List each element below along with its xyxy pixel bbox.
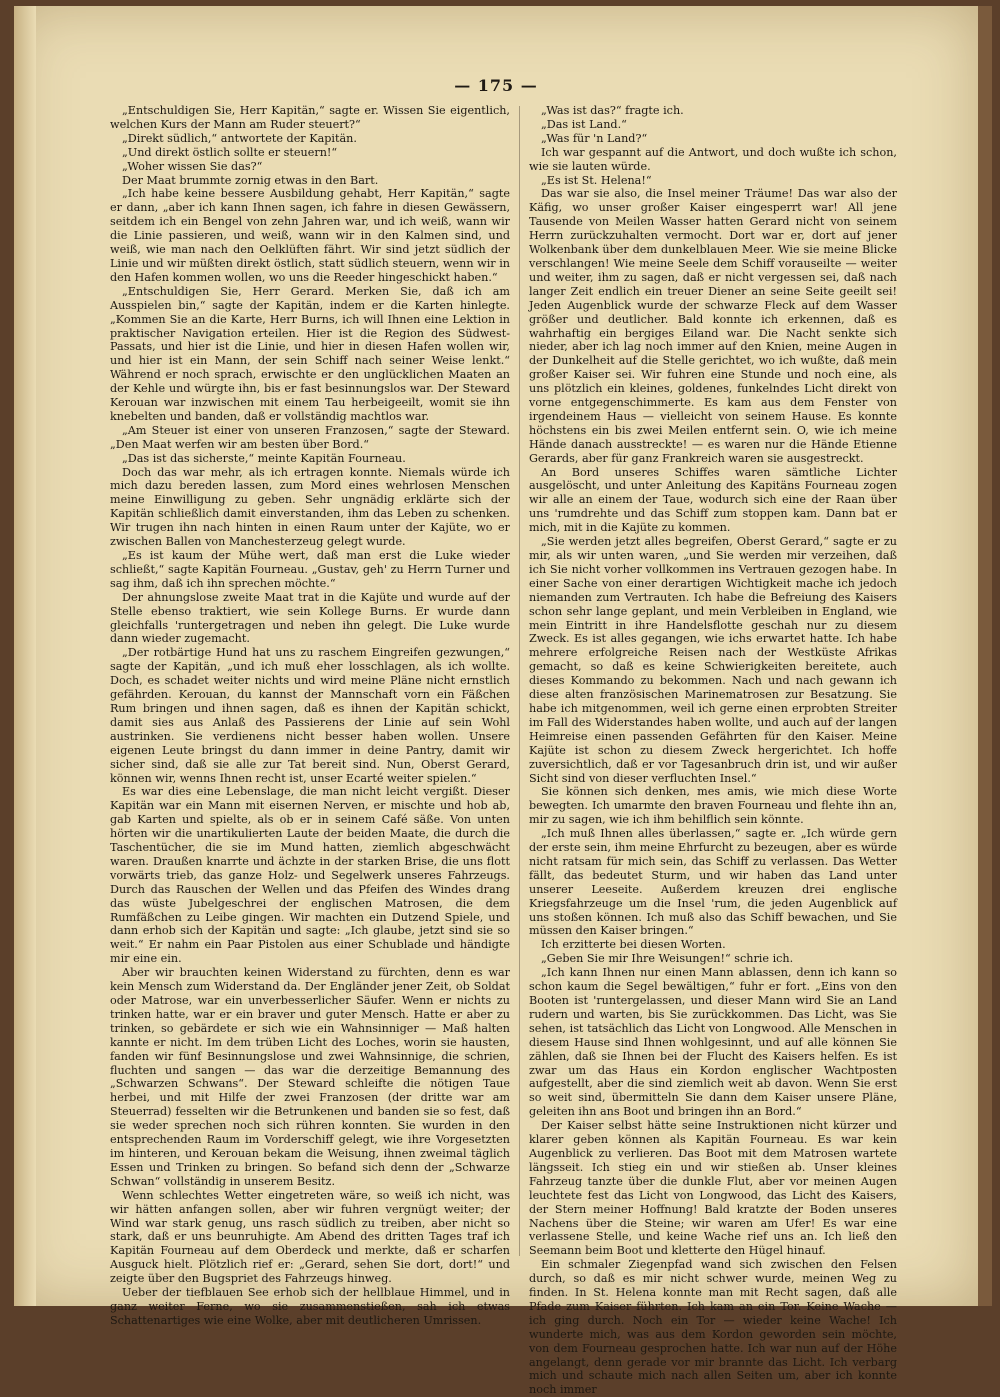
paragraph: Ein schmaler Ziegenpfad wand sich zwischen den Felsen durch, so daß es mir nicht schwer wurde, meinen Weg zu finden. In St. Helena konnte man mit Recht sagen, daß alle Pfade zum Kaiser führten. Ich kam an ein Tor. Keine Wache — ich ging durch. Noch ein Tor — wieder keine Wache! Ich wunderte mich, was aus dem Kordon geworden sein möchte, von dem Fourneau gesprochen hatte. Ich war nun auf der Höhe angelangt, denn gerade vor mir brannte das Licht. Ich verbarg mich und schaute mich nach allen Seiten um, aber ich konnte noch immer bbox=[529, 1258, 897, 1397]
paragraph: „Es ist kaum der Mühe wert, daß man erst die Luke wieder schließt,“ sagte Kapitän Fourneau. „Gustav, geh' zu Herrn Turner und sag ihm, daß ich ihn sprechen möchte.“ bbox=[110, 549, 510, 590]
paragraph: Es war dies eine Lebenslage, die man nicht leicht vergißt. Dieser Kapitän war ein Mann mit eisernen Nerven, er mischte und hob ab, gab Karten und spielte, als ob er in seinem Café säße. Von unten hörten wir die unartikulierten Laute der beiden Maate, die durch die Taschentücher, die sie im Mund hatten, ziemlich abgeschwächt waren. Draußen knarrte und ächzte in der starken Brise, die uns flott vorwärts trieb, das ganze Holz- und Segelwerk unseres Fahrzeugs. Durch das Rauschen der Wellen und das Pfeifen des Windes drang das wüste Jubelgeschrei der englischen Matrosen, die dem Rumfäßchen zu Leibe gingen. Wir machten ein Dutzend Spiele, und dann erhob sich der Kapitän und sagte: „Ich glaube, jetzt sind sie so weit.“ Er nahm ein Paar Pistolen aus einer Schublade und händigte mir eine ein. bbox=[110, 785, 510, 966]
paragraph: Sie können sich denken, mes amis, wie mich diese Worte bewegten. Ich umarmte den braven Fourneau und flehte ihn an, mir zu sagen, wie ich ihm behilflich sein könnte. bbox=[529, 785, 897, 827]
paragraph: „Am Steuer ist einer von unseren Franzosen,“ sagte der Steward. „Den Maat werfen wir am besten über Bord.“ bbox=[110, 423, 510, 451]
binding-edge bbox=[14, 6, 36, 1306]
paragraph: Doch das war mehr, als ich ertragen konnte. Niemals würde ich mich dazu bereden lassen, zum Mord eines wehrlosen Menschen meine Einwilligung zu geben. Sehr ungnädig erklärte sich der Kapitän schließlich damit einverstanden, ihm das Leben zu schenken. Wir trugen ihn nach hinten in einen Raum unter der Kajüte, wo er zwischen Ballen von Manchesterzeug gelegt wurde. bbox=[110, 465, 510, 549]
paragraph: Ich erzitterte bei diesen Worten. bbox=[541, 938, 726, 952]
newspaper-page bbox=[14, 6, 978, 1397]
paragraph: „Ich habe keine bessere Ausbildung gehabt, Herr Kapitän,“ sagte er dann, „aber ich kann Ihnen sagen, ich fahre in diesen Gewässern, seitdem ich ein Bengel von zehn Jahren war, und ich weiß, wann wir die Linie passieren, und weiß, wann wir in den Kalmen sind, und weiß, wie man nach den Oelklüften fährt. Wir sind jetzt südlich der Linie und wir müßten direkt östlich, statt südlich steuern, wenn wir in den Hafen kommen wollen, wo uns die Reeder hingeschickt haben.“ bbox=[110, 187, 510, 284]
paragraph: „Ich kann Ihnen nur einen Mann ablassen, denn ich kann so schon kaum die Segel bewältigen,“ fuhr er fort. „Eins von den Booten ist 'runtergelassen, und dieser Mann wird Sie an Land rudern und warten, bis Sie zurückkommen. Das Licht, was Sie sehen, ist tatsächlich das Licht von Longwood. Alle Menschen in diesem Hause sind Ihnen wohlgesinnt, und auf alle können Sie zählen, daß sie Ihnen bei der Flucht des Kaisers helfen. Es ist zwar um das Haus ein Kordon englischer Wachtposten aufgestellt, aber die sind ziemlich weit ab davon. Wenn Sie erst so weit sind, übermitteln Sie dann dem Kaiser unsere Pläne, geleiten ihn ans Boot und bringen ihn an Bord.“ bbox=[529, 966, 897, 1119]
paragraph: Wenn schlechtes Wetter eingetreten wäre, so weiß ich nicht, was wir hätten anfangen sollen, aber wir fuhren vergnügt weiter; der Wind war stark genug, uns rasch südlich zu treiben, aber nicht so stark, daß er uns beunruhigte. Am Abend des dritten Tages traf ich Kapitän Fourneau auf dem Oberdeck und merkte, daß er scharfen Ausguck hielt. Plötzlich rief er: „Gerard, sehen Sie dort, dort!“ und zeigte über den Bugspriet des Fahrzeugs hinweg. bbox=[110, 1188, 510, 1286]
paragraph: Der ahnungslose zweite Maat trat in die Kajüte und wurde auf der Stelle ebenso traktiert, wie sein Kollege Burns. Er wurde dann gleichfalls 'runtergetragen und neben ihn gelegt. Die Luke wurde dann wieder zugemacht. bbox=[110, 590, 510, 646]
paragraph: „Der rotbärtige Hund hat uns zu raschem Eingreifen gezwungen,“ sagte der Kapitän, „und ich muß eher losschlagen, als ich wollte. Doch, es schadet weiter nichts und wird meine Pläne nicht ernstlich gefährden. Kerouan, du kannst der Mannschaft vorn ein Fäßchen Rum bringen und ihnen sagen, daß es ihnen der Kapitän schickt, damit sies aus Anlaß des Passierens der Linie auf sein Wohl austrinken. Sie verdienens nicht besser haben wollen. Unsere eigenen Leute bringst du dann immer in deine Pantry, damit wir sicher sind, daß sie alle zur Tat bereit sind. Nun, Oberst Gerard, können wir, wenns Ihnen recht ist, unser Ecarté weiter spielen.“ bbox=[110, 646, 510, 785]
paragraph: „Geben Sie mir Ihre Weisungen!“ schrie ich. bbox=[541, 952, 794, 966]
paragraph: „Woher wissen Sie das?“ bbox=[122, 159, 263, 173]
paragraph: Ich war gespannt auf die Antwort, und doch wußte ich schon, wie sie lauten würde. bbox=[529, 145, 897, 173]
column-divider bbox=[519, 106, 520, 1256]
paragraph: „Und direkt östlich sollte er steuern!“ bbox=[122, 145, 338, 159]
paragraph: Aber wir brauchten keinen Widerstand zu fürchten, denn es war kein Mensch zum Widerstand da. Der Engländer jener Zeit, ob Soldat oder Matrose, war ein unverbesserlicher Säufer. Wenn er nichts zu trinken hatte, war er ein braver und guter Mensch. Hatte er aber zu trinken, so gebärdete er sich wie ein Wahnsinniger — Maß halten kannte er nicht. Im dem trüben Licht des Loches, worin sie hausten, fanden wir fünf Besinnungslose und zwei Wahnsinnige, die schrien, fluchten und sangen — das war die derzeitige Bemannung des „Schwarzen Schwans“. Der Steward schleifte die nötigen Taue herbei, und mit Hilfe der zwei Franzosen (der dritte war am Steuerrad) fesselten wir die Betrunkenen und banden sie so fest, daß sie weder sprechen noch sich rühren konnten. Sie wurden in den entsprechenden Raum im Vorderschiff gelegt, wie ihre Vorgesetzten im hinteren, und Kerouan bekam die Weisung, ihnen zweimal täglich Essen und Trinken zu bringen. So befand sich denn der „Schwarze Schwan“ vollständig in unserem Besitz. bbox=[110, 966, 510, 1188]
paragraph: „Was für 'n Land?“ bbox=[541, 131, 648, 145]
paragraph: „Entschuldigen Sie, Herr Gerard. Merken Sie, daß ich am Ausspielen bin,“ sagte der Kapitän, indem er die Karten hinlegte. „Kommen Sie an die Karte, Herr Burns, ich will Ihnen eine Lektion in praktischer Navigation erteilen. Hier ist die Region des Südwest-Passats, und hier ist die Linie, und hier in diesen Hafen wollen wir, und hier ist ein Mann, der sein Schiff nach seiner Weise lenkt.“ Während er noch sprach, erwischte er den unglücklichen Maaten an der Kehle und würgte ihn, bis er fast besinnungslos war. Der Steward Kerouan war inzwischen mit einem Tau herbeigeeilt, womit sie ihn knebelten und banden, daß er vollständig machtlos war. bbox=[110, 284, 510, 423]
page-number: — 175 — bbox=[454, 76, 538, 95]
text-column-right bbox=[529, 104, 897, 1397]
page-edge bbox=[978, 6, 992, 1306]
paragraph: „Sie werden jetzt alles begreifen, Oberst Gerard,“ sagte er zu mir, als wir unten waren, „und Sie werden mir verzeihen, daß ich Sie nicht vorher vollkommen ins Vertrauen gezogen habe. In einer Sache von einer derartigen Wichtigkeit mache ich jedoch niemanden zum Vertrauten. Ich habe die Befreiung des Kaisers schon sehr lange geplant, und mein Verbleiben in England, wie mein Eintritt in ihre Handelsflotte geschah nur zu diesem Zweck. Es ist alles gegangen, wie ichs erwartet hatte. Ich habe mehrere erfolgreiche Reisen nach der Westküste Afrikas gemacht, so daß es keine Schwierigkeiten bereitete, auch dieses Kommando zu bekommen. Nach und nach gewann ich diese alten französischen Marinematrosen zur Besatzung. Sie habe ich mitgenommen, weil ich gerne einen erprobten Streiter im Fall des Widerstandes haben wollte, und auch auf der langen Heimreise einen passenden Gefährten für den Kaiser. Meine Kajüte ist schon zu diesem Zweck hergerichtet. Ich hoffe zuversichtlich, daß er vor Tagesanbruch drin ist, und wir außer Sicht sind von dieser verfluchten Insel.“ bbox=[529, 535, 897, 785]
paragraph: An Bord unseres Schiffes waren sämtliche Lichter ausgelöscht, und unter Anleitung des Kapitäns Fourneau zogen wir alle an einem der Taue, wodurch sich eine der Raan über uns 'rumdrehte und das Schiff zum stoppen kam. Dann bat er mich, mit in die Kajüte zu kommen. bbox=[529, 465, 897, 535]
text-column-left bbox=[110, 104, 510, 1328]
paragraph: „Es ist St. Helena!“ bbox=[541, 173, 652, 187]
paragraph: „Direkt südlich,“ antwortete der Kapitän. bbox=[122, 131, 357, 145]
paragraph: „Ich muß Ihnen alles überlassen,“ sagte er. „Ich würde gern der erste sein, ihm meine Ehrfurcht zu bezeugen, aber es würde nicht ratsam für mich sein, das Schiff zu verlassen. Das Wetter fällt, das bedeutet Sturm, und wir haben das Land unter unserer Leeseite. Außerdem kreuzen drei englische Kriegsfahrzeuge um die Insel 'rum, die jeden Augenblick auf uns stoßen können. Ich muß also das Schiff bewachen, und Sie müssen den Kaiser bringen.“ bbox=[529, 827, 897, 938]
paragraph: „Das ist Land.“ bbox=[541, 117, 627, 131]
paragraph: „Das ist das sicherste,“ meinte Kapitän Fourneau. bbox=[122, 451, 406, 465]
paragraph: Der Kaiser selbst hätte seine Instruktionen nicht kürzer und klarer geben können als Kapitän Fourneau. Es war kein Augenblick zu verlieren. Das Boot mit dem Matrosen wartete längsseit. Ich stieg ein und wir stießen ab. Unser kleines Fahrzeug tanzte über die dunkle Flut, aber vor meinen Augen leuchtete fest das Licht von Longwood, das Licht des Kaisers, der Stern meiner Hoffnung! Bald kratzte der Boden unseres Nachens über die Steine; wir waren am Ufer! Es war eine verlassene Stelle, und keine Wache rief uns an. Ich ließ den Seemann beim Boot und kletterte den Hügel hinauf. bbox=[529, 1119, 897, 1258]
paragraph: „Entschuldigen Sie, Herr Kapitän,“ sagte er. Wissen Sie eigentlich, welchen Kurs der Mann am Ruder steuert?“ bbox=[110, 104, 510, 131]
paragraph: „Was ist das?“ fragte ich. bbox=[541, 104, 684, 117]
paragraph: Ueber der tiefblauen See erhob sich der hellblaue Himmel, und in ganz weiter Ferne, wo sie zusammenstießen, sah ich etwas Schattenartiges wie eine Wolke, aber mit deutlicheren Umrissen. bbox=[110, 1286, 510, 1327]
paragraph: Der Maat brummte zornig etwas in den Bart. bbox=[122, 173, 379, 187]
paragraph: Das war sie also, die Insel meiner Träume! Das war also der Käfig, wo unser großer Kaiser eingesperrt war! All jene Tausende von Meilen Wasser hatten Gerard nicht von seinem Herrn zurückzuhalten vermocht. Dort war er, dort auf jener Wolkenbank über dem dunkelblauen Meer. Wie sie meine Blicke verschlangen! Wie meine Seele dem Schiff vorauseilte — weiter und weiter, ihm zu sagen, daß er nicht vergessen sei, daß nach langer Zeit endlich ein treuer Diener an seine Seite geeilt sei! Jeden Augenblick wurde der schwarze Fleck auf dem Wasser größer und deutlicher. Bald konnte ich erkennen, daß es wahrhaftig ein bergiges Eiland war. Die Nacht senkte sich nieder, aber ich lag noch immer auf den Knien, meine Augen in der Dunkelheit auf die Stelle gerichtet, wo ich wußte, daß mein großer Kaiser sei. Wir fuhren eine Stunde und noch eine, als uns plötzlich ein kleines, goldenes, funkelndes Licht direkt von vorne entgegenschimmerte. Es kam aus dem Fenster von irgendeinem Haus — vielleicht von seinem Hause. Es konnte höchstens ein bis zwei Meilen entfernt sein. O, wie ich meine Hände danach ausstreckte! — es waren nur die Hände Etienne Gerards, aber für ganz Frankreich waren sie ausgestreckt. bbox=[529, 187, 897, 465]
